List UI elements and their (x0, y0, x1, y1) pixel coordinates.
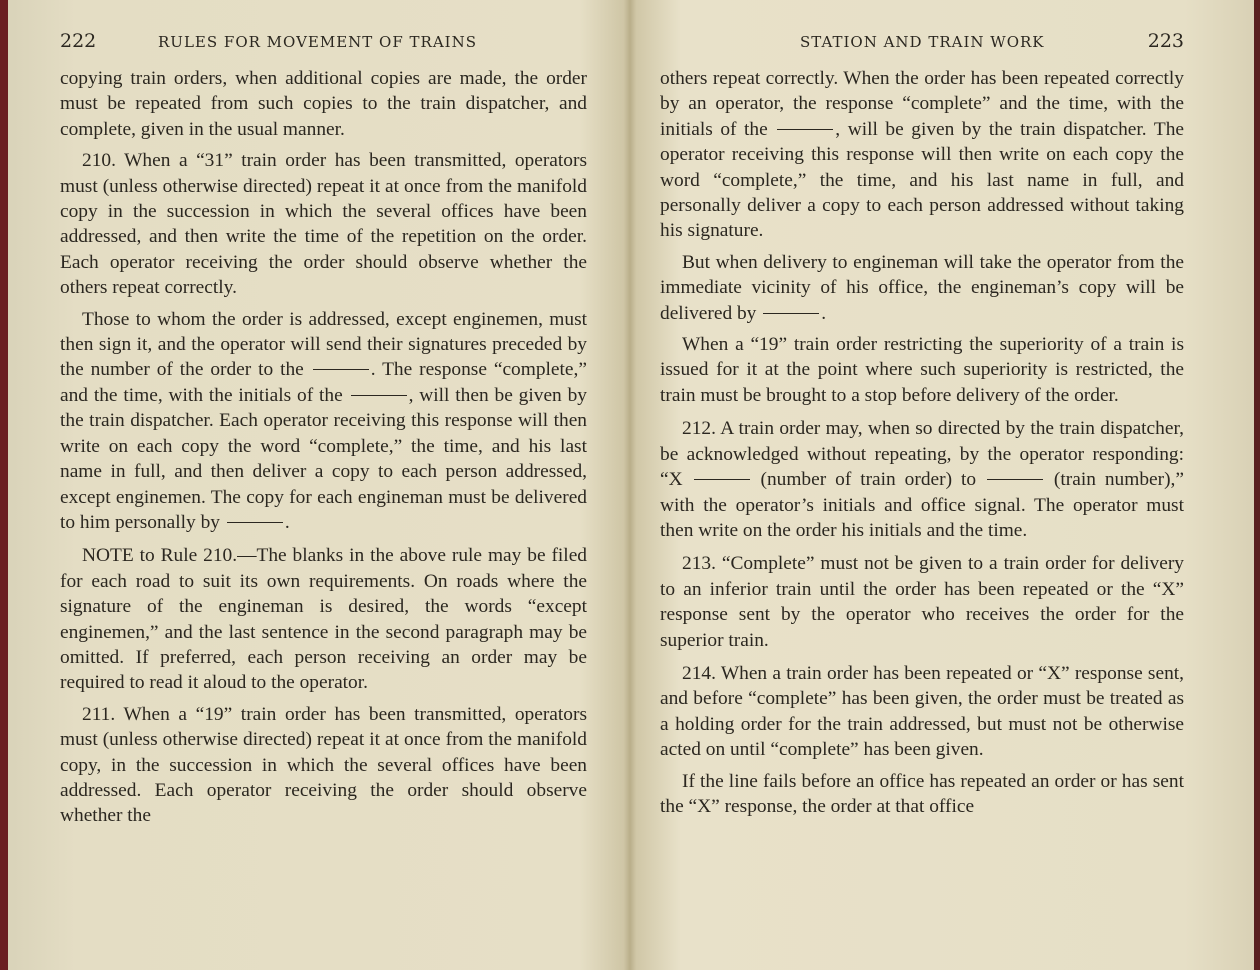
paragraph-rule-213: 213. “Complete” must not be given to a train order for delivery to an inferior train until the order has been repeated or the “X” response sent by the operator who receives the order for the superior train. (660, 553, 1184, 651)
blank-line (987, 479, 1043, 480)
paragraph-engineman-delivery (660, 250, 1184, 326)
text-segment: 212. A train order may, when so directed by the train dispatcher, be acknowledged without repeating, by the operator responding: “X (660, 418, 1184, 491)
paragraph-superiority: When a “19” train order restricting the superiority of a train is issued for it at the point where such superiority is restricted, the train must be brought to a stop before delivery of the order. (660, 334, 1184, 406)
text-segment: , will be given by the train dispatcher. The operator receiving this response will then write on each copy the word “complete,” the time, and his last name in full, and personally deliver a copy to each person addressed without taking his signature. (660, 118, 1184, 242)
page-number-right: 223 (1147, 30, 1184, 52)
text-segment: . (284, 511, 290, 533)
right-page (636, 0, 1260, 970)
blank-line (227, 522, 283, 523)
paragraph-rule-212 (660, 416, 1184, 543)
running-title-right: STATION AND TRAIN WORK (800, 33, 1045, 51)
text-segment: . The response “complete,” and the time, with the initials of the (60, 359, 587, 406)
text-segment: Those to whom the order is addressed, except enginemen, must then sign it, and the operator will send their signatures preceded by the number of the order to the (60, 308, 587, 381)
running-head-right (660, 30, 1184, 52)
page-number-left: 222 (60, 30, 97, 52)
text-segment: (train number),” with the operator’s initials and office signal. The operator must then write on the order his initials and the time. (660, 469, 1184, 541)
paragraph-signatures (60, 307, 587, 536)
paragraph-rule-210: 210. When a “31” train order has been transmitted, operators must (unless otherwise directed) repeat it at once from the manifold copy in the succession in which the several offices have been addressed, and then write the time of the repetition on the order. Each operator receiving the order should observe whether the others repeat correctly. (60, 150, 587, 299)
paragraph-rule-211: 211. When a “19” train order has been transmitted, operators must (unless otherwise directed) repeat it at once from the manifold copy, in the succession in which the several offices have been addressed. Each operator receiving the order should observe whether the (60, 703, 587, 827)
running-head-left (60, 30, 587, 52)
paragraph-continuation (660, 66, 1184, 244)
text-segment: , will then be given by the train dispatcher. Each operator receiving this response will then write on each copy the word “complete,” the time, and his last name in full, and then deliver a copy to each person addressed, except enginemen. The copy for each engineman must be delivered to him personally by (60, 384, 587, 533)
running-title-left: RULES FOR MOVEMENT OF TRAINS (158, 33, 477, 51)
blank-line (694, 479, 750, 480)
paragraph-rule-214: 214. When a train order has been repeated or “X” response sent, and before “complete” has been given, the order must be treated as a holding order for the train addressed, but must not be otherwise acted on until “complete” has been given. (660, 662, 1184, 761)
text-segment: . (821, 302, 827, 324)
blank-line (763, 313, 819, 314)
text-segment: others repeat correctly. When the order has been repeated correctly by an operator, the response “complete” and the time, with the initials of the (660, 68, 1184, 140)
blank-line (351, 395, 407, 396)
left-page (0, 0, 625, 970)
paragraph-continuation: copying train orders, when additional copies are made, the order must be repeated from such copies to the train dispatcher, and complete, given in the usual manner. (60, 68, 587, 140)
blank-line (777, 129, 833, 130)
text-segment: (number of train order) to (760, 469, 977, 491)
blank-line (313, 369, 369, 370)
paragraph-note-210: NOTE to Rule 210.—The blanks in the above rule may be filed for each road to suit its own requirements. On roads where the signature of the engineman is desired, the words “except enginemen,” and the last sentence in the second paragraph may be omitted. If preferred, each person receiving an order may be required to read it aloud to the operator. (60, 545, 587, 694)
text-segment: But when delivery to engineman will take the operator from the immediate vicinity of his office, the engineman’s copy will be delivered by (660, 251, 1184, 324)
paragraph-line-fails: If the line fails before an office has repeated an order or has sent the “X” response, the order at that office (660, 770, 1184, 817)
